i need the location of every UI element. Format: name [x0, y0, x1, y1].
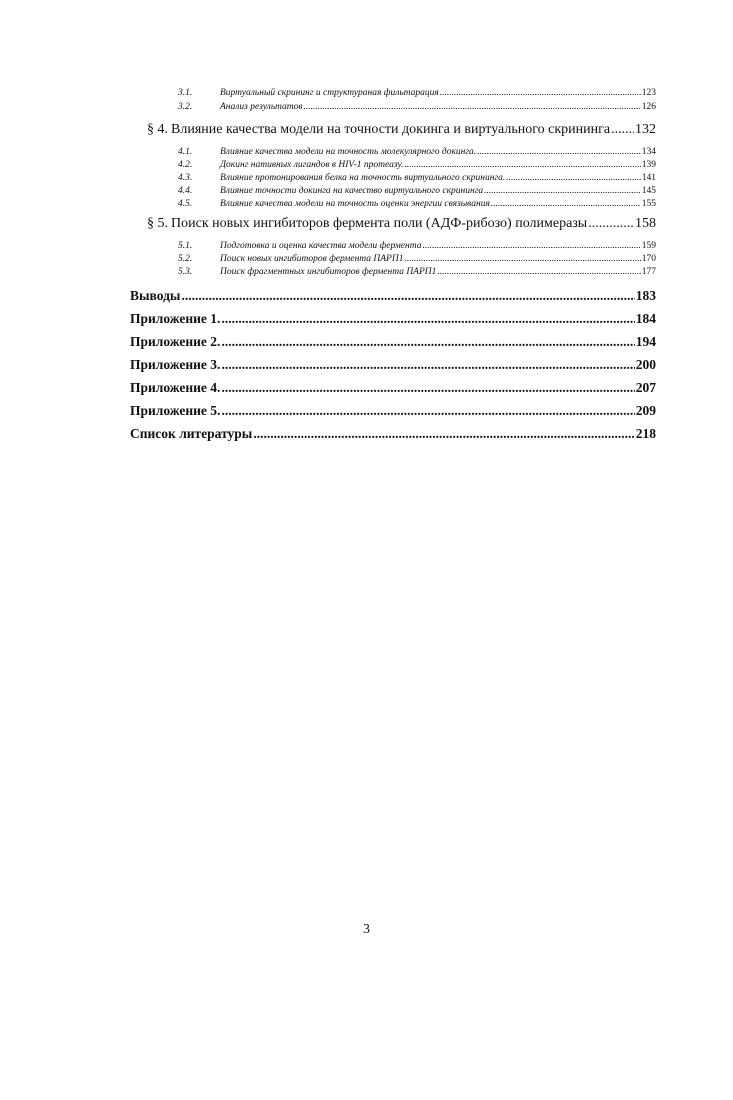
dot-leader: [440, 87, 641, 99]
toc-entry-number: § 4.: [147, 122, 168, 137]
dot-leader: [506, 172, 640, 184]
toc-entry-page: 159: [641, 241, 656, 251]
toc-entry-4-2: [178, 159, 656, 171]
dot-leader: [404, 253, 640, 265]
toc-entry-page: 155: [641, 199, 656, 209]
toc-entry-number: 5.1.: [178, 241, 193, 251]
toc-entry-title: Поиск фрагментных ингибиторов фермента ПАРП1: [220, 267, 437, 277]
toc-entry-number: 3.2.: [178, 102, 193, 112]
toc-entry-title: Поиск новых ингибиторов фермента поли (АДФ-рибозо) полимеразы: [171, 216, 588, 231]
dot-leader: [611, 121, 634, 139]
toc-entry-5-2: [178, 253, 656, 265]
toc-entry-number: 5.3.: [178, 267, 193, 277]
toc-entry-page: 209: [635, 403, 656, 418]
toc-entry-title: Приложение 1.: [130, 311, 221, 326]
dot-leader: [221, 379, 634, 397]
toc-entry-number: 4.5.: [178, 199, 193, 209]
dot-leader: [253, 425, 634, 443]
toc-section-4: [147, 121, 656, 139]
toc-entry-title: Приложение 2.: [130, 334, 221, 349]
toc-entry-5-1: [178, 240, 656, 252]
toc-entry-title: Список литературы: [130, 426, 253, 441]
toc-entry-title: Поиск новых ингибиторов фермента ПАРП1: [220, 254, 404, 264]
toc-entry-page: 145: [641, 186, 656, 196]
dot-leader: [484, 185, 641, 197]
toc-entry-3-2: [178, 101, 656, 113]
toc-entry-references: [130, 425, 656, 443]
toc-entry-page: 139: [641, 160, 656, 170]
toc-entry-page: 126: [641, 102, 656, 112]
dot-leader: [181, 287, 634, 305]
toc-entry-title: Подготовка и оценка качества модели фермента: [220, 241, 422, 251]
toc-entry-title: Влияние качества модели на точность оценки энергии связывания: [220, 199, 490, 209]
toc-entry-number: 4.4.: [178, 186, 193, 196]
dot-leader: [422, 240, 640, 252]
toc-entry-appendix-1: [130, 310, 656, 328]
toc-entry-number: 4.1.: [178, 147, 193, 157]
toc-entry-page: 200: [635, 357, 656, 372]
toc-entry-title: Приложение 4.: [130, 380, 221, 395]
toc-entry-title: Приложение 3.: [130, 357, 221, 372]
toc-entry-page: 177: [641, 267, 656, 277]
toc-entry-appendix-2: [130, 333, 656, 351]
toc-entry-title: Докинг нативных лигандов в HIV-1 протеазу.: [220, 160, 404, 170]
toc-entry-4-5: [178, 198, 656, 210]
toc-entry-number: 4.2.: [178, 160, 193, 170]
toc-entry-5-3: [178, 266, 656, 278]
toc-entry-3-1: [178, 87, 656, 99]
toc-entry-title: Выводы: [130, 288, 181, 303]
toc-entry-4-4: [178, 185, 656, 197]
toc-entry-page: 184: [635, 311, 656, 326]
toc-entry-number: 5.2.: [178, 254, 193, 264]
dot-leader: [221, 402, 634, 420]
dot-leader: [588, 215, 634, 233]
toc-entry-title: Влияние качества модели на точность молекулярного докинга.: [220, 147, 477, 157]
dot-leader: [304, 101, 641, 113]
toc-entry-number: § 5.: [147, 216, 168, 231]
dot-leader: [221, 310, 634, 328]
toc-entry-appendix-3: [130, 356, 656, 374]
dot-leader: [221, 333, 634, 351]
toc-entry-page: 141: [641, 173, 656, 183]
toc-entry-conclusions: [130, 287, 656, 305]
dot-leader: [221, 356, 634, 374]
toc-entry-title: Виртуальный скрининг и структураная фильтарация: [220, 88, 439, 98]
toc-entry-title: Влияние протонирования белка на точность виртуального скрининга.: [220, 173, 506, 183]
dot-leader: [405, 159, 641, 171]
dot-leader: [491, 198, 641, 210]
toc-entry-page: 134: [641, 147, 656, 157]
toc-entry-number: 3.1.: [178, 88, 193, 98]
dot-leader: [437, 266, 640, 278]
toc-entry-page: 132: [635, 122, 656, 137]
toc-entry-number: 4.3.: [178, 173, 193, 183]
toc-entry-page: 183: [635, 288, 656, 303]
toc-section-5: [147, 215, 656, 233]
toc-entry-title: Анализ результатов: [220, 102, 303, 112]
toc-entry-page: 123: [641, 88, 656, 98]
toc-entry-title: Влияние качества модели на точности докинга и виртуального скрининга: [171, 122, 611, 137]
toc-entry-appendix-4: [130, 379, 656, 397]
toc-entry-page: 170: [641, 254, 656, 264]
page-number: 3: [363, 921, 370, 936]
toc-entry-page: 207: [635, 380, 656, 395]
toc-entry-4-3: [178, 172, 656, 184]
toc-entry-page: 158: [635, 216, 656, 231]
toc-entry-page: 218: [635, 426, 656, 441]
toc-entry-page: 194: [635, 334, 656, 349]
toc-entry-4-1: [178, 146, 656, 158]
toc-entry-title: Приложение 5.: [130, 403, 221, 418]
toc-entry-appendix-5: [130, 402, 656, 420]
toc-entry-title: Влияние точности докинга на качество виртуального скрининга: [220, 186, 484, 196]
dot-leader: [477, 146, 641, 158]
